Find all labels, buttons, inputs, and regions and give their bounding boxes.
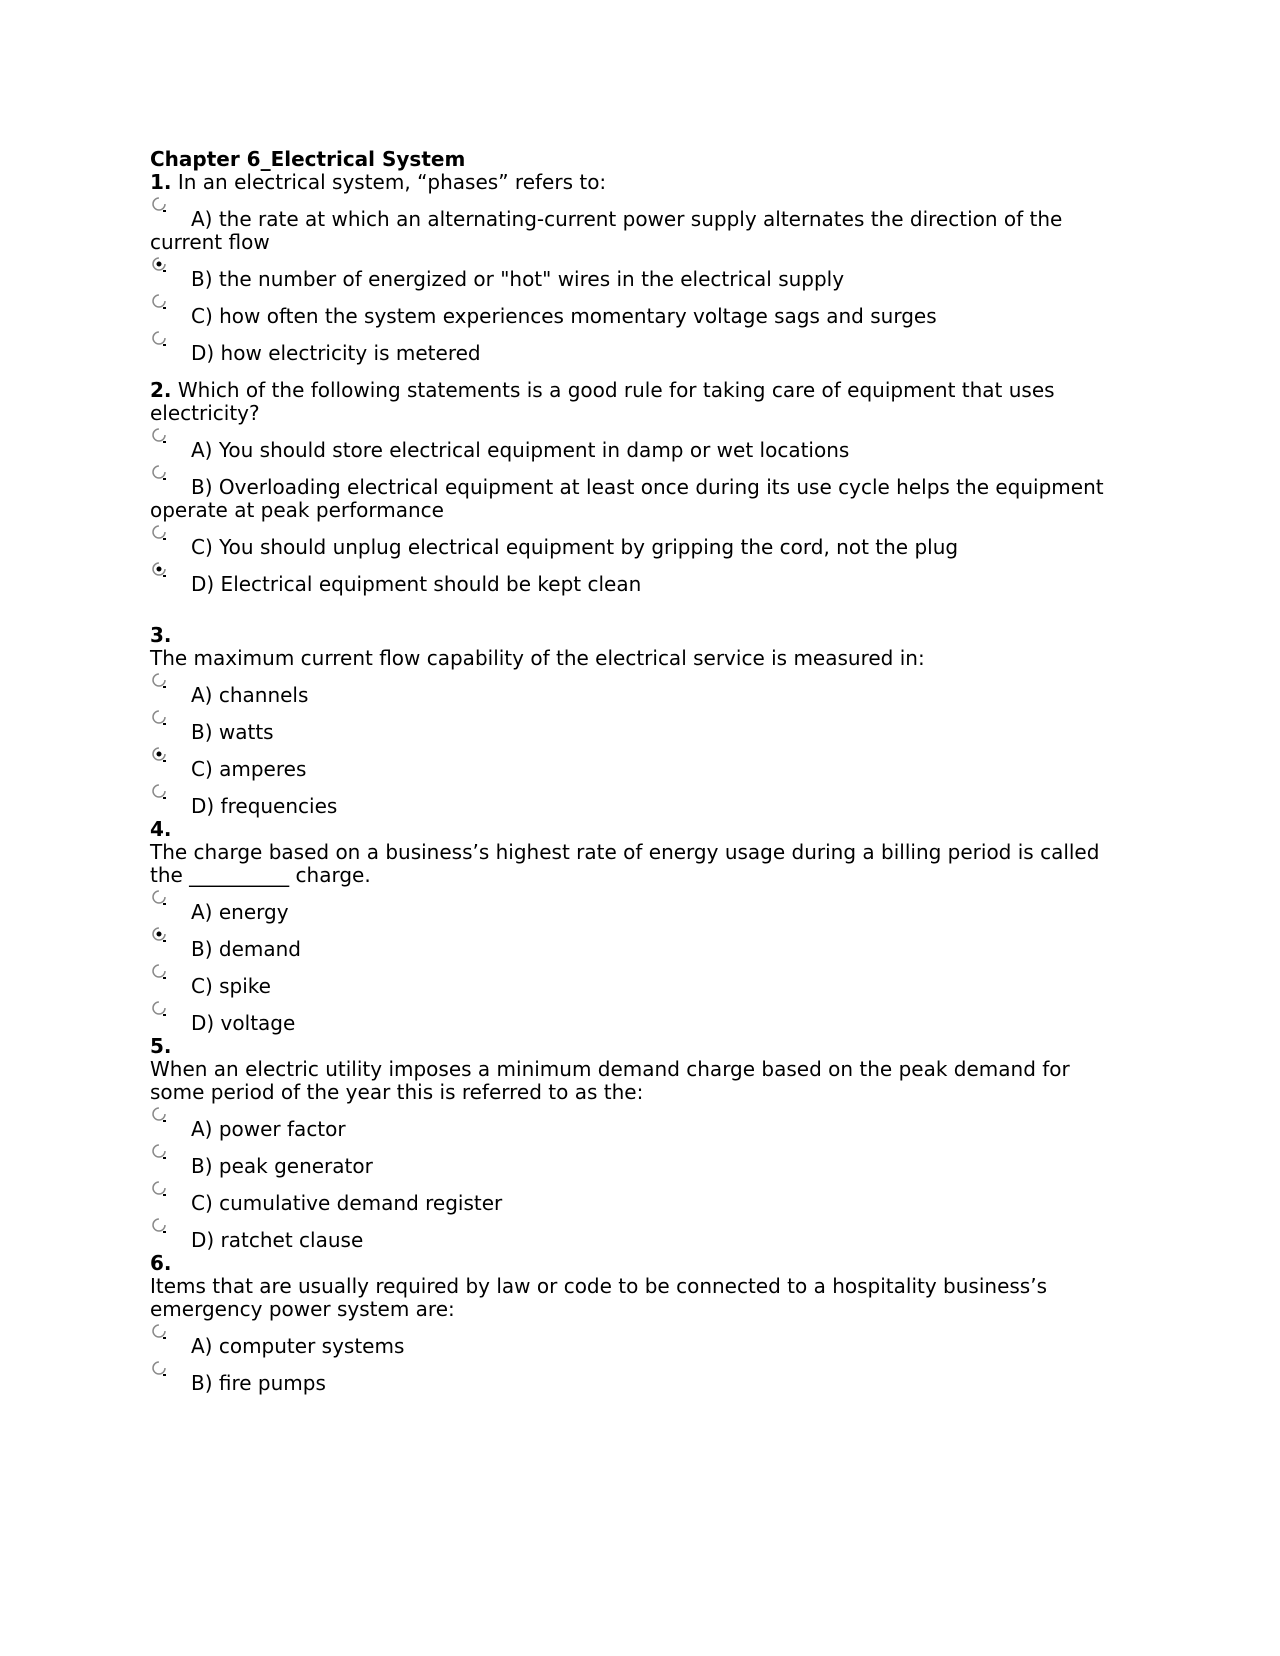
answer-option[interactable] — [150, 1178, 1130, 1215]
radio-unselected-icon[interactable] — [150, 196, 168, 214]
radio-unselected-icon[interactable] — [150, 963, 168, 981]
radio-unselected-icon[interactable] — [150, 524, 168, 542]
question-text: The charge based on a business’s highest rate of energy usage during a billing period is called the __________ charge. — [150, 840, 1100, 887]
question-text: The maximum current flow capability of the electrical service is measured in: — [150, 646, 925, 670]
answer-option[interactable] — [150, 887, 1130, 924]
answer-option[interactable] — [150, 1141, 1130, 1178]
answer-option-label: C) cumulative demand register — [191, 1191, 503, 1215]
radio-unselected-icon[interactable] — [150, 464, 168, 482]
question-number: 6. — [150, 1251, 172, 1275]
answer-option-label: A) channels — [191, 683, 309, 707]
answer-option[interactable] — [150, 291, 1130, 328]
question-number: 3. — [150, 623, 172, 647]
question-text: Items that are usually required by law or code to be connected to a hospitality business’s emergency power system are: — [150, 1274, 1047, 1321]
radio-unselected-icon[interactable] — [150, 672, 168, 690]
radio-unselected-icon[interactable] — [150, 1323, 168, 1341]
question-number: 4. — [150, 817, 172, 841]
question-prompt — [150, 171, 1130, 194]
answer-option[interactable] — [150, 924, 1130, 961]
answer-option[interactable] — [150, 1215, 1130, 1252]
answer-option[interactable] — [150, 744, 1130, 781]
question-1 — [150, 171, 1130, 365]
answer-option-label: D) Electrical equipment should be kept clean — [191, 572, 642, 596]
answer-option[interactable] — [150, 781, 1130, 818]
answer-option[interactable] — [150, 961, 1130, 998]
answer-option-label: B) Overloading electrical equipment at least once during its use cycle helps the equipment operate at peak performance — [150, 475, 1104, 522]
radio-unselected-icon[interactable] — [150, 427, 168, 445]
answer-option-label: C) spike — [191, 974, 271, 998]
question-text: When an electric utility imposes a minimum demand charge based on the peak demand for some period of the year this is referred to as the: — [150, 1057, 1070, 1104]
question-number: 1. — [150, 170, 172, 194]
radio-unselected-icon[interactable] — [150, 1106, 168, 1124]
radio-unselected-icon[interactable] — [150, 1217, 168, 1235]
answer-option-label: B) demand — [191, 937, 301, 961]
answer-option[interactable] — [150, 462, 1130, 522]
answer-option-label: B) the number of energized or "hot" wires in the electrical supply — [191, 267, 845, 291]
question-number: 2. — [150, 378, 172, 402]
radio-unselected-icon[interactable] — [150, 783, 168, 801]
answer-option[interactable] — [150, 425, 1130, 462]
answer-option[interactable] — [150, 254, 1130, 291]
question-3 — [150, 596, 1130, 818]
radio-unselected-icon[interactable] — [150, 1000, 168, 1018]
answer-option[interactable] — [150, 328, 1130, 365]
question-text: In an electrical system, “phases” refers to: — [171, 170, 607, 194]
answer-option-label: C) how often the system experiences momentary voltage sags and surges — [191, 304, 937, 328]
question-2 — [150, 365, 1130, 596]
question-6 — [150, 1252, 1130, 1395]
answer-option[interactable] — [150, 707, 1130, 744]
answer-option-label: D) voltage — [191, 1011, 296, 1035]
answer-option-label: B) watts — [191, 720, 274, 744]
answer-option[interactable] — [150, 559, 1130, 596]
radio-selected-icon[interactable] — [150, 561, 168, 579]
question-list — [150, 171, 1130, 1395]
radio-unselected-icon[interactable] — [150, 330, 168, 348]
radio-selected-icon[interactable] — [150, 926, 168, 944]
answer-option-label: B) peak generator — [191, 1154, 373, 1178]
document-page — [150, 148, 1130, 1395]
question-prompt — [150, 379, 1130, 425]
question-number: 5. — [150, 1034, 172, 1058]
answer-option-label: A) computer systems — [191, 1334, 405, 1358]
answer-option[interactable] — [150, 1321, 1130, 1358]
radio-selected-icon[interactable] — [150, 746, 168, 764]
question-4 — [150, 818, 1130, 1035]
answer-option[interactable] — [150, 1358, 1130, 1395]
radio-unselected-icon[interactable] — [150, 1360, 168, 1378]
answer-option-label: A) the rate at which an alternating-current power supply alternates the direction of the current flow — [150, 207, 1063, 254]
answer-option-label: C) You should unplug electrical equipment by gripping the cord, not the plug — [191, 535, 959, 559]
answer-option-label: A) power factor — [191, 1117, 346, 1141]
question-text: Which of the following statements is a good rule for taking care of equipment that uses electricity? — [150, 378, 1055, 425]
radio-unselected-icon[interactable] — [150, 709, 168, 727]
document-title: Chapter 6_Electrical System — [150, 147, 466, 171]
answer-option[interactable] — [150, 1104, 1130, 1141]
radio-selected-icon[interactable] — [150, 256, 168, 274]
radio-unselected-icon[interactable] — [150, 1180, 168, 1198]
answer-option[interactable] — [150, 670, 1130, 707]
answer-option-label: D) frequencies — [191, 794, 338, 818]
radio-unselected-icon[interactable] — [150, 889, 168, 907]
answer-option-label: B) fire pumps — [191, 1371, 326, 1395]
answer-option[interactable] — [150, 522, 1130, 559]
question-5 — [150, 1035, 1130, 1252]
answer-option[interactable] — [150, 194, 1130, 254]
answer-option-label: A) energy — [191, 900, 289, 924]
answer-option[interactable] — [150, 998, 1130, 1035]
answer-option-label: D) ratchet clause — [191, 1228, 364, 1252]
answer-option-label: A) You should store electrical equipment in damp or wet locations — [191, 438, 850, 462]
answer-option-label: D) how electricity is metered — [191, 341, 481, 365]
radio-unselected-icon[interactable] — [150, 293, 168, 311]
answer-option-label: C) amperes — [191, 757, 307, 781]
radio-unselected-icon[interactable] — [150, 1143, 168, 1161]
